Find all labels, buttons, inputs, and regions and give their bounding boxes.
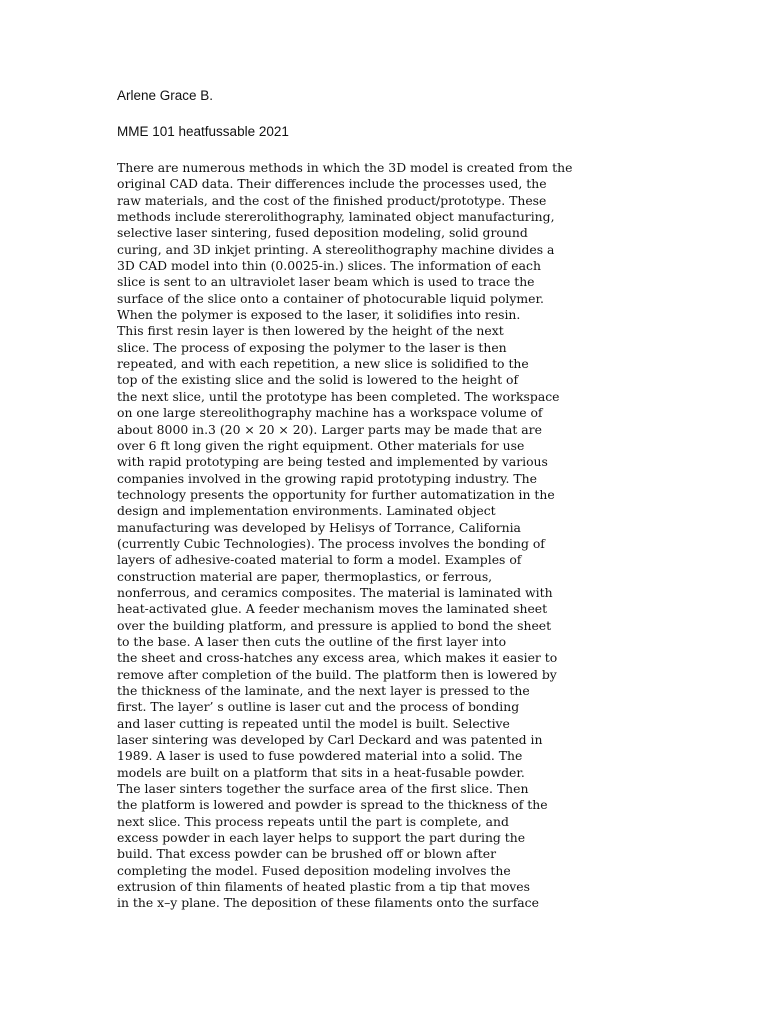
- body-line: This first resin layer is then lowered by the height of the next: [117, 323, 504, 339]
- body-line: first. The layer’ s outline is laser cut and the process of bonding: [117, 699, 520, 715]
- body-line: the platform is lowered and powder is spread to the thickness of the: [117, 797, 548, 813]
- body-line: original CAD data. Their differences include the processes used, the: [117, 176, 547, 192]
- body-line: heat-activated glue. A feeder mechanism moves the laminated sheet: [117, 601, 548, 617]
- body-line: manufacturing was developed by Helisys of Torrance, California: [117, 519, 521, 535]
- course-line: MME 101 heatfussable 2021: [117, 124, 289, 139]
- body-line: with rapid prototyping are being tested and implemented by various: [117, 454, 548, 470]
- body-line: extrusion of thin filaments of heated plastic from a tip that moves: [117, 879, 530, 895]
- body-line: (currently Cubic Technologies). The process involves the bonding of: [117, 535, 545, 551]
- body-line: the thickness of the laminate, and the next layer is pressed to the: [117, 683, 530, 698]
- body-line: There are numerous methods in which the 3D model is created from the: [117, 160, 573, 175]
- body-line: methods include stererolithography, laminated object manufacturing,: [117, 209, 555, 225]
- body-line: When the polymer is exposed to the laser, it solidifies into resin.: [117, 307, 521, 323]
- body-line: on one large stereolithography machine has a workspace volume of: [117, 405, 543, 421]
- author-name: Arlene Grace B.: [117, 88, 214, 103]
- body-line: selective laser sintering, fused deposition modeling, solid ground: [117, 225, 528, 241]
- body-line: technology presents the opportunity for further automatization in the: [117, 486, 555, 502]
- body-line: layers of adhesive-coated material to form a model. Examples of: [117, 552, 522, 568]
- body-line: the next slice, until the prototype has been completed. The workspace: [117, 388, 560, 404]
- body-line: curing, and 3D inkjet printing. A stereolithography machine divides a: [117, 241, 555, 257]
- body-line: build. That excess powder can be brushed off or blown after: [117, 846, 497, 862]
- body-line: in the x–y plane. The deposition of these filaments onto the surface: [117, 895, 539, 911]
- body-line: over 6 ft long given the right equipment. Other materials for use: [117, 437, 525, 453]
- body-line: the sheet and cross-hatches any excess area, which makes it easier to: [117, 650, 558, 666]
- body-line: 1989. A laser is used to fuse powdered material into a solid. The: [117, 748, 523, 764]
- body-paragraph: [117, 160, 657, 912]
- body-line: completing the model. Fused deposition modeling involves the: [117, 862, 511, 878]
- body-line: laser sintering was developed by Carl Deckard and was patented in: [117, 732, 543, 748]
- body-line: 3D CAD model into thin (0.0025-in.) slices. The information of each: [117, 258, 541, 274]
- body-line: next slice. This process repeats until the part is complete, and: [117, 813, 509, 829]
- body-line: about 8000 in.3 (20 × 20 × 20). Larger parts may be made that are: [117, 421, 542, 437]
- body-line: companies involved in the growing rapid prototyping industry. The: [117, 470, 537, 486]
- body-line: repeated, and with each repetition, a new slice is solidified to the: [117, 356, 529, 372]
- body-line: slice is sent to an ultraviolet laser beam which is used to trace the: [117, 274, 535, 290]
- body-line: to the base. A laser then cuts the outline of the first layer into: [117, 633, 507, 649]
- body-line: top of the existing slice and the solid is lowered to the height of: [117, 372, 519, 388]
- body-line: and laser cutting is repeated until the model is built. Selective: [117, 715, 510, 731]
- body-line: surface of the slice onto a container of photocurable liquid polymer.: [117, 290, 544, 306]
- body-line: raw materials, and the cost of the finished product/prototype. These: [117, 192, 547, 208]
- body-line: over the building platform, and pressure is applied to bond the sheet: [117, 617, 552, 633]
- body-line: construction material are paper, thermoplastics, or ferrous,: [117, 568, 493, 584]
- body-line: design and implementation environments. Laminated object: [117, 503, 496, 519]
- body-line: slice. The process of exposing the polymer to the laser is then: [117, 339, 507, 355]
- body-line: nonferrous, and ceramics composites. The material is laminated with: [117, 584, 553, 600]
- body-line: excess powder in each layer helps to support the part during the: [117, 830, 526, 846]
- body-line: remove after completion of the build. The platform then is lowered by: [117, 666, 557, 682]
- body-line: models are built on a platform that sits in a heat-fusable powder.: [117, 764, 525, 780]
- body-line: The laser sinters together the surface area of the first slice. Then: [117, 781, 529, 797]
